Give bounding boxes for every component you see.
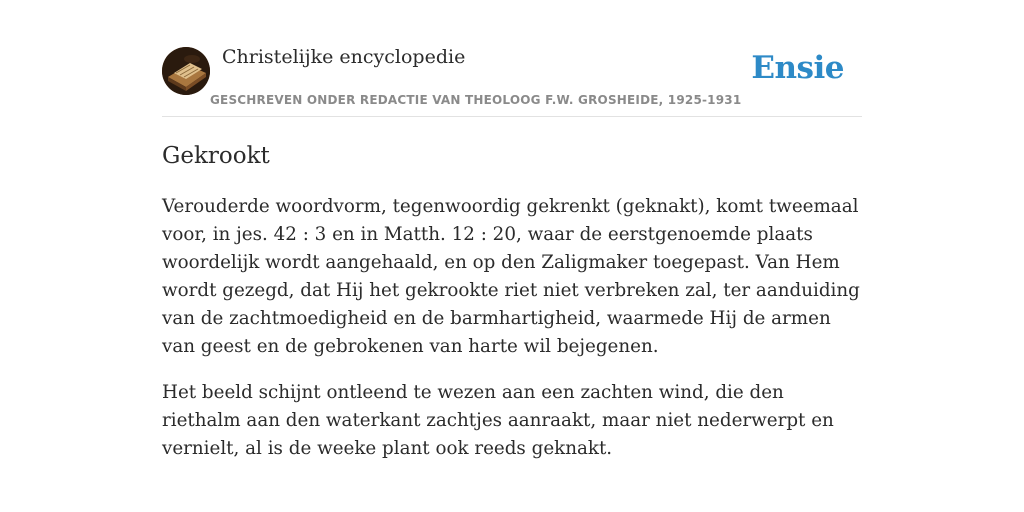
article-paragraph: Het beeld schijnt ontleend te wezen aan een zachten wind, die den riethalm aan den waterkant zachtjes aanraakt, maar niet nederwerpt en vernielt, al is de weeke plant ook reeds geknakt. [162,382,834,459]
book-avatar-icon[interactable] [162,47,210,95]
article-card [162,40,862,463]
brand-logo[interactable]: Ensie [751,50,844,86]
site-header [162,40,862,117]
article-title: Gekrookt [162,143,270,169]
article-paragraph: Verouderde woordvorm, tegenwoordig gekrenkt (geknakt), komt tweemaal voor, in jes. 42 : 3 en in Matth. 12 : 20, waar de eerstgenoemde plaats woordelijk wordt aangehaald, en op den Zaligmaker toegepast. Van Hem wordt gezegd, dat Hij het gekrookte riet niet verbreken zal, ter aanduiding van de zachtmoedigheid en de barmhartigheid, waarmede Hij de armen van geest en de gebrokenen van harte wil bejegenen. [162,196,860,357]
site-subtitle: GESCHREVEN ONDER REDACTIE VAN THEOLOOG F.W. GROSHEIDE, 1925-1931 [210,93,742,107]
site-title[interactable]: Christelijke encyclopedie [222,46,466,68]
